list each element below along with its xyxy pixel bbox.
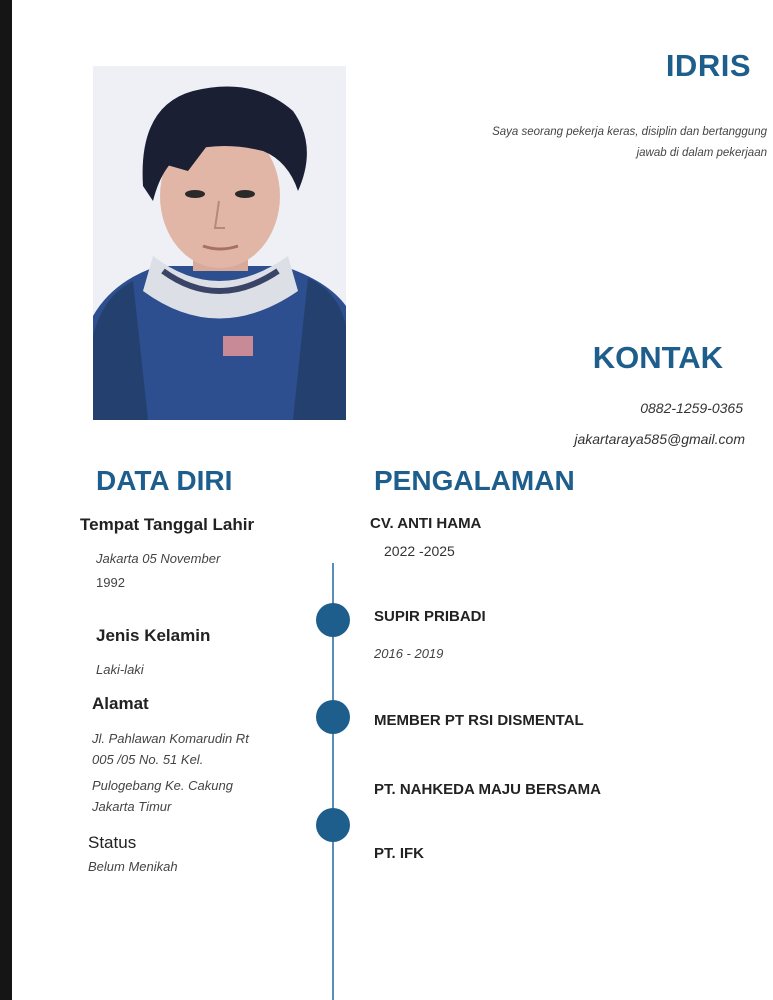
contact-phone: 0882-1259-0365 [640,400,743,416]
profile-summary [407,122,767,164]
experience-heading: PENGALAMAN [374,465,575,496]
address-line: Pulogebang Ke. Cakung [92,778,233,793]
experience-title: PT. IFK [374,845,425,862]
experience-title: SUPIR PRIBADI [374,608,486,625]
person-name: IDRIS [665,48,751,83]
personal-data-heading: DATA DIRI [96,465,233,496]
contact-email: jakartaraya585@gmail.com [574,431,745,447]
birth-value [96,547,220,595]
experience-title: CV. ANTI HAMA [370,515,482,532]
gender-label: Jenis Kelamin [96,626,211,645]
birth-label: Tempat Tanggal Lahir [80,515,255,534]
address-value [92,728,249,817]
status-value: Belum Menikah [88,859,178,874]
contact-heading: KONTAK [592,340,723,375]
left-edge-bar [0,0,12,1000]
experience-years: 2022 -2025 [384,543,455,559]
gender-value: Laki-laki [96,662,144,677]
address-line: 005 /05 No. 51 Kel. [92,752,204,767]
address-line: Jl. Pahlawan Komarudin Rt [92,731,249,746]
timeline-dot [316,808,350,842]
birth-value-line: 1992 [96,575,125,590]
summary-line: jawab di dalam pekerjaan [636,147,767,159]
birth-value-line: Jakarta 05 November [96,551,221,566]
profile-photo [93,66,346,420]
timeline-dot [316,700,350,734]
experience-title: MEMBER PT RSI DISMENTAL [374,712,584,729]
experience-title: PT. NAHKEDA MAJU BERSAMA [374,781,601,798]
address-label: Alamat [92,694,149,713]
status-label: Status [88,833,137,852]
summary-line: Saya seorang pekerja keras, disiplin dan bertanggung [492,126,767,138]
address-line: Jakarta Timur [92,799,172,814]
timeline-dot [316,603,350,637]
experience-years: 2016 - 2019 [374,646,444,661]
